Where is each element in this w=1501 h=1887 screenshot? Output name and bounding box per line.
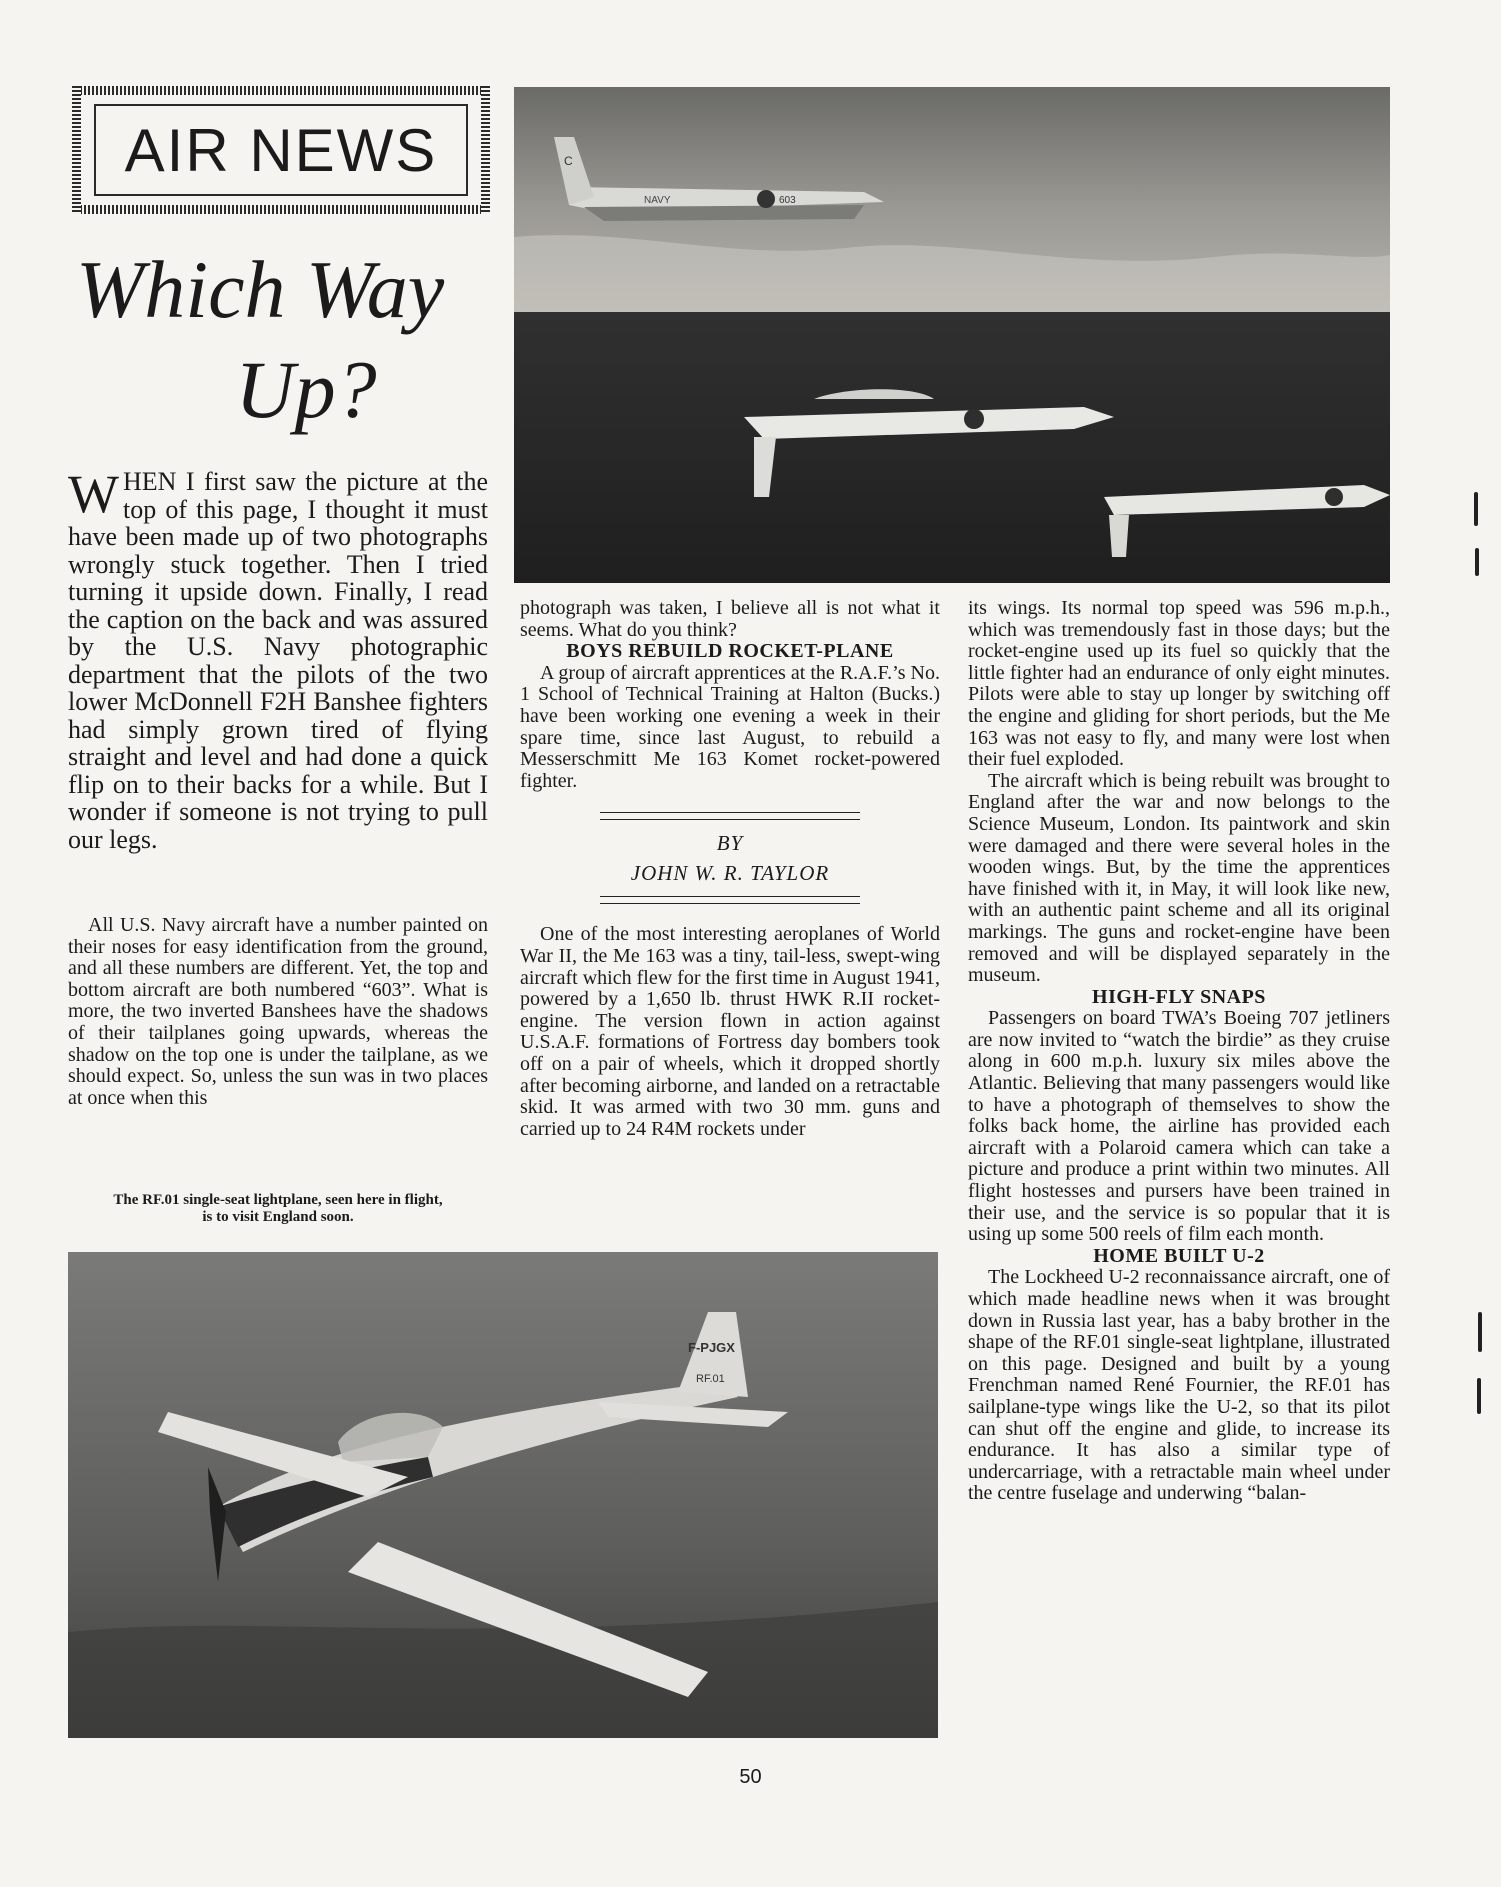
caption-line-2: is to visit England soon.: [202, 1209, 354, 1225]
headline-line-1: Which Way: [76, 244, 445, 335]
masthead-border-top: [72, 86, 490, 95]
caption-line-1: The RF.01 single-seat lightplane, seen here in flight,: [113, 1192, 443, 1208]
column-2: [520, 598, 940, 1140]
subheading-high-fly-snaps: HIGH-FLY SNAPS: [1092, 985, 1266, 1008]
rf01-registration: F-PJGX: [688, 1340, 735, 1355]
rf01-model-marking: RF.01: [696, 1373, 725, 1385]
intro-text: HEN I first saw the picture at the top of this page, I thought it must have been made up of two photographs wrongly stuck together. Then I tried turning it upside down. Finally, I read the caption on the back and was assured by the U.S. Navy photographic department that the pilots of the two lower McDonnell F2H Banshee fighters had simply grown tired of flying straight and level and had done a quick flip on to their backs for a while. But I wonder if someone is not trying to pull our legs.: [68, 467, 488, 854]
scan-mark: [1478, 1312, 1482, 1352]
column-3: [968, 598, 1390, 1505]
subheading-rocket-plane: BOYS REBUILD ROCKET-PLANE: [566, 640, 894, 663]
column-1: [68, 915, 488, 1109]
jet-navy-marking: NAVY: [644, 195, 671, 206]
column-3-paragraph-3: Passengers on board TWA’s Boeing 707 jetliners are now invited to “watch the birdie” as they cruise along in 600 m.p.h. luxury six miles above the Atlantic. Believing that many passengers would like to have a photograph of themselves to show the folks back home, the airline has provided each aircraft with a Polaroid camera which can take a picture and produce a print within two minutes. All flight hostesses and pursers have been trained in their use, and the service is so popular that it is using up some 500 reels of film each month.: [968, 1007, 1390, 1246]
article-headline: [76, 240, 496, 440]
masthead: [72, 86, 490, 214]
masthead-frame: [94, 104, 468, 196]
section-title: AIR NEWS: [124, 116, 438, 184]
column-2-paragraph-3: One of the most interesting aeroplanes of World War II, the Me 163 was a tiny, tail-less, swept-wing aircraft which flew for the first time in August 1941, powered by a 1,650 lb. thrust HWK R.II rocket-engine. The version flown in action against U.S.A.F. formations of Fortress day bombers took off on a pair of wheels, which it dropped shortly after becoming airborne, and landed on a retractable skid. It was armed with two 30 mm. guns and carried up to 24 R4M rockets under: [520, 923, 940, 1140]
masthead-border-bottom: [72, 205, 490, 214]
scan-mark: [1475, 548, 1479, 576]
photo-caption: [68, 1192, 488, 1226]
jet-number-marking: 603: [779, 195, 796, 206]
drop-cap: W: [68, 464, 119, 524]
rf01-photo-art: [68, 1252, 938, 1738]
intro-paragraph: [68, 464, 488, 854]
masthead-border-right: [481, 86, 490, 214]
photo-banshee-fighters: [514, 87, 1390, 583]
column-3-paragraph-2: The aircraft which is being rebuilt was brought to England after the war and now belongs to the Science Museum, London. Its paintwork and skin were damaged and there were several holes in the wooden wings. But, by the time the apprentices have finished with it, in May, it will look like new, with an authentic paint scheme and all its original markings. The guns and rocket-engine have been removed and will be displayed separately in the museum.: [968, 769, 1390, 987]
byline-by: BY: [716, 831, 744, 856]
byline-rule-top: [600, 812, 860, 820]
column-3-paragraph-4: The Lockheed U-2 reconnaissance aircraft, one of which made headline news when it was brought down in Russia last year, has a baby brother in the shape of the RF.01 single-seat lightplane, illustrated on this page. Designed and built by a young Frenchman named René Fournier, the RF.01 has sailplane-type wings like the U-2, so that its pilot can shut off the engine and glide, to increase its endurance. It has also a similar type of undercarriage, with a retractable main wheel under the centre fuselage and underwing “balan-: [968, 1266, 1390, 1505]
subheading-home-built-u2: HOME BUILT U-2: [1093, 1244, 1265, 1267]
sea-area: [514, 312, 1390, 583]
column-1-paragraph: All U.S. Navy aircraft have a number painted on their noses for easy identification from the ground, and all these numbers are different. Yet, the top and bottom aircraft are both numbered “603”. What is more, the two inverted Banshees have the shadows of their tailplanes going upwards, whereas the shadow on the top one is under the tailplane, as we should expect. So, unless the sun was in two places at once when this: [68, 914, 488, 1109]
scan-mark: [1474, 492, 1478, 526]
scan-mark: [1477, 1378, 1481, 1414]
masthead-border-left: [72, 86, 81, 214]
photo-rf01-lightplane: [68, 1252, 938, 1738]
banshee-photo-art: [514, 87, 1390, 583]
byline-author: JOHN W. R. TAYLOR: [630, 861, 830, 886]
byline-rule-bottom: [600, 896, 860, 904]
headline-line-2: Up?: [235, 344, 377, 435]
byline: [520, 828, 940, 888]
column-3-paragraph-1: its wings. Its normal top speed was 596 m.p.h., which was tremendously fast in those days; but the rocket-engine used up its fuel so quickly that the little fighter had an endurance of only eight minutes. Pilots were able to stay up longer by switching off the engine and gliding for short periods, but the Me 163 was not easy to fly, and many were lost when their fuel exploded.: [968, 597, 1390, 771]
jet-tail-letter: C: [564, 154, 573, 168]
page-number: 50: [739, 1766, 762, 1788]
column-2-paragraph-1: photograph was taken, I believe all is not what it seems. What do you think?: [520, 597, 940, 641]
column-2-paragraph-2: A group of aircraft apprentices at the R.A.F.’s No. 1 School of Technical Training at Halton (Bucks.) have been working one evening a week in their spare time, since last August, to rebuild a Messerschmitt Me 163 Komet rocket-powered fighter.: [520, 661, 940, 792]
